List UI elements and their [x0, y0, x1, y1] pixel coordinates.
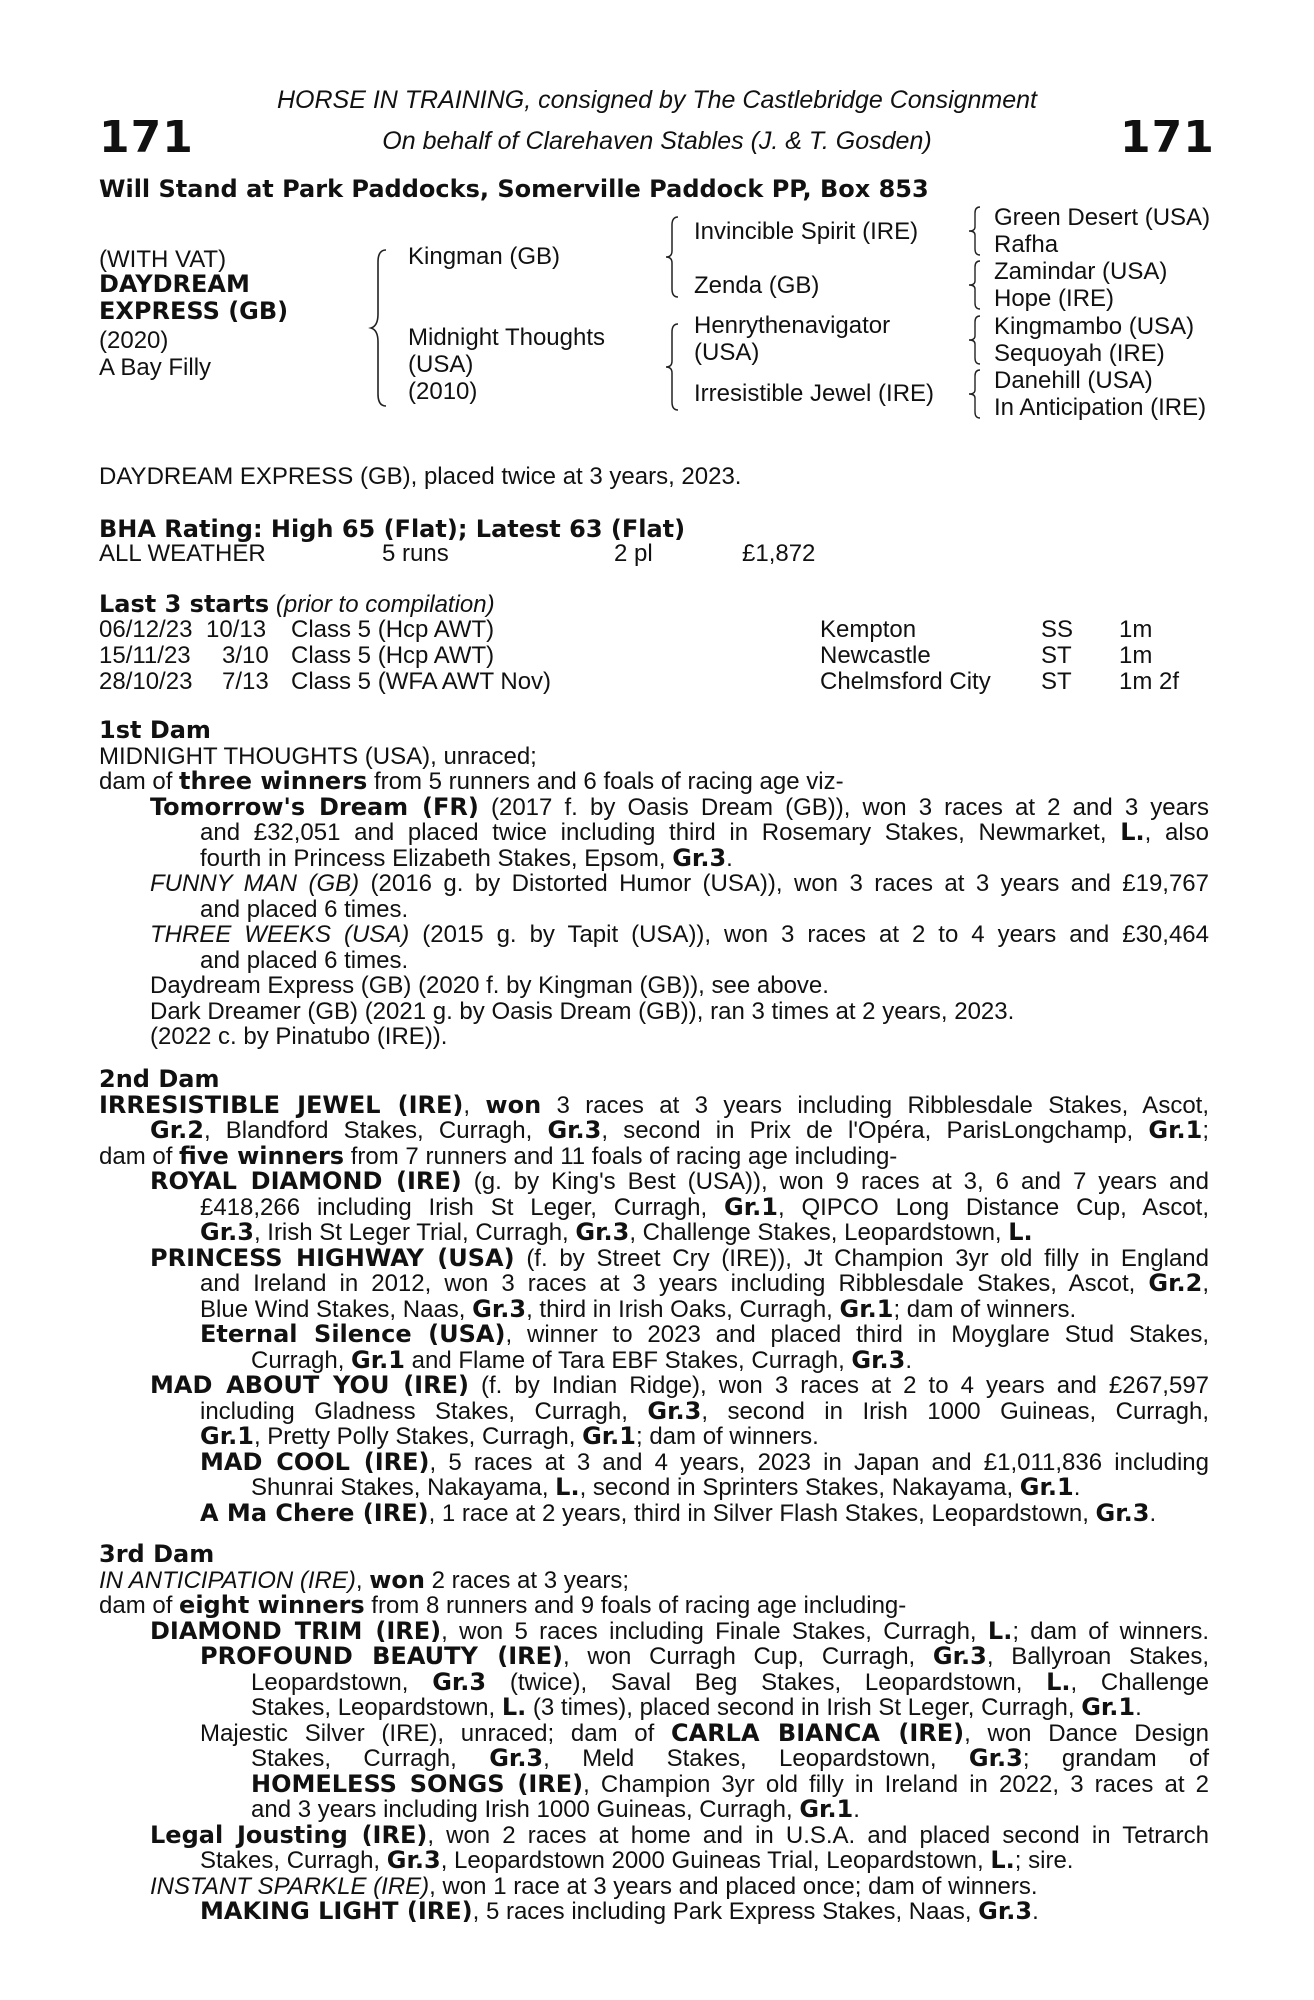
rating-placed: 2 pl	[614, 540, 653, 567]
start-course: Kempton	[820, 616, 917, 643]
ss-dam: Rafha	[994, 231, 1059, 258]
start-date: 15/11/23	[99, 642, 191, 669]
lot-number-right: 171	[1120, 112, 1215, 163]
list-item: THREE WEEKS (USA) (2015 g. by Tapit (USA)), won 3 races at 2 to 4 years and £30,464	[150, 921, 1209, 948]
pedigree-brace-dd	[966, 368, 986, 420]
list-item: Tomorrow's Dream (FR) (2017 f. by Oasis Dream (GB)), won 3 races at 2 and 3 years	[150, 792, 1209, 821]
list-item: DIAMOND TRIM (IRE), won 5 races including Finale Stakes, Curragh, L.; dam of winners.	[150, 1616, 1210, 1645]
start-course: Newcastle	[820, 642, 931, 669]
dam-line3: (2010)	[408, 378, 478, 405]
list-item: MAD COOL (IRE), 5 races at 3 and 4 years, 2023 in Japan and £1,011,836 including	[200, 1447, 1209, 1476]
dam-dam: Irresistible Jewel (IRE)	[694, 380, 935, 407]
list-item-continued: and placed 6 times.	[200, 946, 409, 974]
list-item: (2022 c. by Pinatubo (IRE)).	[150, 1023, 448, 1050]
dam-sire-line1: Henrythenavigator	[694, 312, 891, 339]
list-item-continued: and £32,051 and placed twice including third in Rosemary Stakes, Newmarket, L., also	[200, 818, 1209, 846]
list-item: Daydream Express (GB) (2020 f. by Kingman (GB)), see above.	[150, 972, 829, 999]
list-item: Eternal Silence (USA), winner to 2023 and placed third in Moyglare Stud Stakes,	[200, 1320, 1210, 1348]
sd-dam: Hope (IRE)	[994, 285, 1115, 312]
list-item-continued: including Gladness Stakes, Curragh, Gr.3, second in Irish 1000 Guineas, Curragh,	[200, 1396, 1209, 1425]
sd-sire: Zamindar (USA)	[994, 258, 1168, 285]
race-summary: DAYDREAM EXPRESS (GB), placed twice at 3 years, 2023.	[99, 463, 742, 490]
sire-sire: Invincible Spirit (IRE)	[694, 218, 919, 245]
lot-number-left: 171	[99, 112, 194, 163]
list-item-continued: Gr.1, Pretty Polly Stakes, Curragh, Gr.1; dam of winners.	[200, 1422, 819, 1450]
start-going: ST	[1041, 668, 1072, 695]
last-starts-note: (prior to compilation)	[275, 591, 495, 618]
pedigree-brace-main	[368, 248, 392, 408]
behalf-line: On behalf of Clarehaven Stables (J. & T. Gosden)	[382, 127, 932, 155]
list-item: Legal Jousting (IRE), won 2 races at home and in U.S.A. and placed second in Tetrarch	[150, 1820, 1209, 1849]
start-date: 06/12/23	[99, 616, 193, 643]
list-item-continued: Curragh, Gr.1 and Flame of Tara EBF Stakes, Curragh, Gr.3.	[251, 1345, 913, 1374]
ds-dam: Sequoyah (IRE)	[994, 340, 1165, 367]
second-dam-produce-summary: dam of five winners from 7 runners and 11 foals of racing age including-	[99, 1141, 898, 1170]
start-race: Class 5 (WFA AWT Nov)	[291, 668, 552, 695]
horse-name-line1: DAYDREAM	[99, 270, 250, 298]
third-dam-heading: 3rd Dam	[99, 1540, 215, 1568]
start-race: Class 5 (Hcp AWT)	[291, 616, 495, 643]
third-dam-intro: IN ANTICIPATION (IRE), won 2 races at 3 years;	[99, 1565, 630, 1594]
pedigree-brace-sire	[663, 215, 683, 299]
second-dam-section	[99, 1067, 1209, 1526]
second-dam-heading: 2nd Dam	[99, 1065, 220, 1093]
list-item: Majestic Silver (IRE), unraced; dam of CARLA BIANCA (IRE), won Dance Design	[200, 1718, 1209, 1747]
ss-sire: Green Desert (USA)	[994, 204, 1211, 231]
start-going: ST	[1041, 642, 1072, 669]
list-item: MAD ABOUT YOU (IRE) (f. by Indian Ridge), won 3 races at 2 to 4 years and £267,597	[150, 1371, 1210, 1399]
pedigree-brace-ds	[966, 314, 986, 366]
start-distance: 1m	[1119, 616, 1153, 643]
list-item-continued: Stakes, Leopardstown, L. (3 times), placed second in Irish St Leger, Curragh, Gr.1.	[251, 1693, 1142, 1721]
second-dam-intro-continued: Gr.2, Blandford Stakes, Curragh, Gr.3, second in Prix de l'Opéra, ParisLongchamp, Gr.1;	[150, 1116, 1209, 1144]
list-item: FUNNY MAN (GB) (2016 g. by Distorted Humor (USA)), won 3 races at 3 years and £19,767	[150, 870, 1209, 897]
list-item-continued: and Ireland in 2012, won 3 races at 3 years including Ribblesdale Stakes, Ascot, Gr.2,	[200, 1269, 1209, 1297]
list-item-continued: Blue Wind Stakes, Naas, Gr.3, third in Irish Oaks, Curragh, Gr.1; dam of winners.	[200, 1294, 1077, 1323]
start-date: 28/10/23	[99, 668, 193, 695]
start-position: 7/13	[222, 668, 269, 695]
horse-name-line2: EXPRESS (GB)	[99, 297, 289, 325]
consignment-line: HORSE IN TRAINING, consigned by The Castlebridge Consignment	[276, 86, 1038, 114]
start-position: 10/13	[206, 616, 267, 643]
horse-year: (2020)	[99, 327, 169, 354]
bha-rating: BHA Rating: High 65 (Flat); Latest 63 (Flat)	[99, 515, 686, 543]
start-race: Class 5 (Hcp AWT)	[291, 642, 495, 669]
pedigree-brace-ss	[966, 205, 986, 257]
dam-sire-line2: (USA)	[694, 339, 760, 366]
dam-line1: Midnight Thoughts	[408, 324, 606, 351]
list-item-continued: £418,266 including Irish St Leger, Curragh, Gr.1, QIPCO Long Distance Cup, Ascot,	[200, 1192, 1209, 1221]
dd-dam: In Anticipation (IRE)	[994, 394, 1207, 421]
start-going: SS	[1041, 616, 1074, 643]
list-item: MAKING LIGHT (IRE), 5 races including Park Express Stakes, Naas, Gr.3.	[200, 1897, 1039, 1925]
start-distance: 1m	[1119, 642, 1153, 669]
list-item-continued: Stakes, Curragh, Gr.3, Meld Stakes, Leopardstown, Gr.3; grandam of	[251, 1744, 1209, 1772]
list-item: PRINCESS HIGHWAY (USA) (f. by Street Cry (IRE)), Jt Champion 3yr old filly in England	[150, 1243, 1209, 1272]
list-item: INSTANT SPARKLE (IRE), won 1 race at 3 years and placed once; dam of winners.	[150, 1872, 1038, 1900]
list-item-continued: Gr.3, Irish St Leger Trial, Curragh, Gr.3, Challenge Stakes, Leopardstown, L.	[200, 1218, 1033, 1246]
list-item-continued: and placed 6 times.	[200, 895, 409, 923]
stabling-line: Will Stand at Park Paddocks, Somerville Paddock PP, Box 853	[99, 175, 929, 203]
dd-sire: Danehill (USA)	[994, 367, 1153, 394]
list-item-continued: HOMELESS SONGS (IRE), Champion 3yr old filly in Ireland in 2022, 3 races at 2	[251, 1769, 1210, 1798]
first-dam-produce-summary: dam of three winners from 5 runners and 6 foals of racing age viz-	[99, 767, 844, 795]
sire: Kingman (GB)	[408, 243, 561, 270]
list-item: Dark Dreamer (GB) (2021 g. by Oasis Dream (GB)), ran 3 times at 2 years, 2023.	[150, 997, 1015, 1025]
start-position: 3/10	[222, 642, 269, 669]
rating-runs: 5 runs	[382, 540, 449, 567]
start-course: Chelmsford City	[820, 668, 991, 695]
list-item: A Ma Chere (IRE), 1 race at 2 years, third in Silver Flash Stakes, Leopardstown, Gr.3.	[200, 1498, 1157, 1527]
vat-note: (WITH VAT)	[99, 246, 227, 273]
third-dam-section	[99, 1542, 1209, 1925]
ds-sire: Kingmambo (USA)	[994, 313, 1195, 340]
list-item-continued: fourth in Princess Elizabeth Stakes, Epsom, Gr.3.	[200, 843, 733, 872]
second-dam-intro: IRRESISTIBLE JEWEL (IRE), won 3 races at 3 years including Ribblesdale Stakes, Ascot,	[99, 1090, 1209, 1119]
rating-surface: ALL WEATHER	[99, 540, 266, 567]
list-item: ROYAL DIAMOND (IRE) (g. by King's Best (USA)), won 9 races at 3, 6 and 7 years and	[150, 1167, 1209, 1195]
list-item-continued: Shunrai Stakes, Nakayama, L., second in Sprinters Stakes, Nakayama, Gr.1.	[251, 1473, 1081, 1501]
first-dam-heading: 1st Dam	[99, 716, 211, 744]
first-dam-section	[99, 718, 1209, 1050]
last-starts-title: Last 3 starts	[99, 590, 270, 618]
dam-line2: (USA)	[408, 351, 474, 378]
list-item-continued: Leopardstown, Gr.3 (twice), Saval Beg Stakes, Leopardstown, L., Challenge	[251, 1667, 1210, 1696]
first-dam-intro: MIDNIGHT THOUGHTS (USA), unraced;	[99, 742, 537, 770]
list-item-continued: and 3 years including Irish 1000 Guineas, Curragh, Gr.1.	[251, 1795, 860, 1823]
list-item-continued: Stakes, Curragh, Gr.3, Leopardstown 2000 Guineas Trial, Leopardstown, L.; sire.	[200, 1846, 1074, 1874]
rating-prize: £1,872	[742, 540, 816, 567]
third-dam-produce-summary: dam of eight winners from 8 runners and 9 foals of racing age including-	[99, 1591, 907, 1619]
horse-description: A Bay Filly	[99, 354, 212, 381]
start-distance: 1m 2f	[1119, 668, 1180, 695]
pedigree-brace-dam	[663, 322, 683, 412]
last-starts-heading	[99, 590, 495, 619]
list-item: PROFOUND BEAUTY (IRE), won Curragh Cup, Curragh, Gr.3, Ballyroan Stakes,	[200, 1642, 1209, 1670]
pedigree-brace-sd	[966, 259, 986, 311]
sire-dam: Zenda (GB)	[694, 272, 820, 299]
